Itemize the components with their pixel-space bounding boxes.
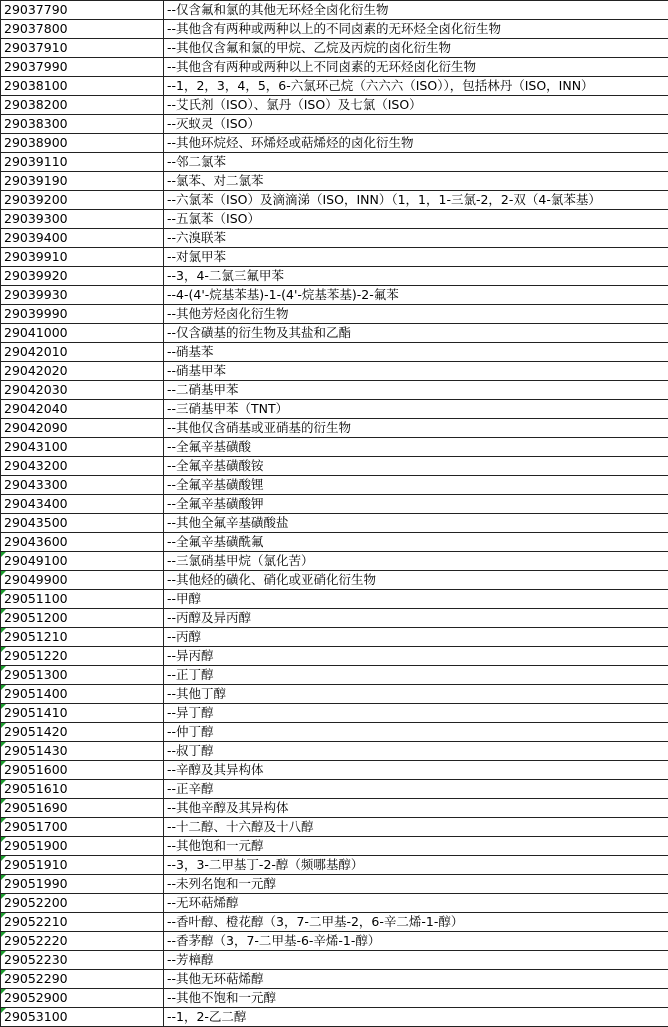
description-cell[interactable]: --其他含有两种或两种以上的不同卤素的无环烃全卤化衍生物 <box>164 20 668 39</box>
description-cell[interactable]: --其他烃的磺化、硝化或亚硝化衍生物 <box>164 571 668 590</box>
description-cell[interactable]: --其他饱和一元醇 <box>164 837 668 856</box>
code-cell[interactable]: 29043200 <box>1 457 164 476</box>
table-row <box>1 115 668 134</box>
code-cell[interactable]: 29051990 <box>1 875 164 894</box>
code-cell[interactable]: 29053100 <box>1 1008 164 1027</box>
table-row <box>1 210 668 229</box>
description-cell[interactable]: --其他不饱和一元醇 <box>164 989 668 1008</box>
code-cell[interactable]: 29051300 <box>1 666 164 685</box>
table-row <box>1 77 668 96</box>
description-cell[interactable]: --灭蚁灵（ISO） <box>164 115 668 134</box>
code-cell[interactable]: 29043500 <box>1 514 164 533</box>
code-cell[interactable]: 29051200 <box>1 609 164 628</box>
description-cell[interactable]: --叔丁醇 <box>164 742 668 761</box>
code-cell[interactable]: 29051210 <box>1 628 164 647</box>
table-row <box>1 305 668 324</box>
description-cell[interactable]: --其他丁醇 <box>164 685 668 704</box>
description-cell[interactable]: --正辛醇 <box>164 780 668 799</box>
table-row <box>1 438 668 457</box>
code-cell[interactable]: 29052230 <box>1 951 164 970</box>
description-cell[interactable]: --仲丁醇 <box>164 723 668 742</box>
description-cell[interactable]: --无环萜烯醇 <box>164 894 668 913</box>
table-row <box>1 495 668 514</box>
description-cell[interactable]: --3，4-二氯三氟甲苯 <box>164 267 668 286</box>
table-row <box>1 267 668 286</box>
code-cell[interactable]: 29042030 <box>1 381 164 400</box>
description-cell[interactable]: --二硝基甲苯 <box>164 381 668 400</box>
description-cell[interactable]: --全氟辛基磺酸 <box>164 438 668 457</box>
code-cell[interactable]: 29051910 <box>1 856 164 875</box>
description-cell[interactable]: --其他环烷烃、环烯烃或萜烯烃的卤化衍生物 <box>164 134 668 153</box>
code-cell[interactable]: 29051430 <box>1 742 164 761</box>
code-cell[interactable]: 29043100 <box>1 438 164 457</box>
code-cell[interactable]: 29039190 <box>1 172 164 191</box>
description-cell[interactable]: --甲醇 <box>164 590 668 609</box>
code-cell[interactable]: 29051610 <box>1 780 164 799</box>
table-row <box>1 818 668 837</box>
description-cell[interactable]: --仅含氟和氯的其他无环烃全卤化衍生物 <box>164 1 668 20</box>
table-row <box>1 419 668 438</box>
table-row <box>1 875 668 894</box>
description-cell[interactable]: --3，3-二甲基丁-2-醇（频哪基醇） <box>164 856 668 875</box>
table-row <box>1 894 668 913</box>
description-cell[interactable]: --其他辛醇及其异构体 <box>164 799 668 818</box>
table-row <box>1 96 668 115</box>
description-cell[interactable]: --全氟辛基磺酸钾 <box>164 495 668 514</box>
code-cell[interactable]: 29039300 <box>1 210 164 229</box>
table-row <box>1 343 668 362</box>
code-cell[interactable]: 29041000 <box>1 324 164 343</box>
code-cell[interactable]: 29051400 <box>1 685 164 704</box>
table-row <box>1 761 668 780</box>
code-cell[interactable]: 29037800 <box>1 20 164 39</box>
description-cell[interactable]: --其他含有两种或两种以上不同卤素的无环烃卤化衍生物 <box>164 58 668 77</box>
description-cell[interactable]: --氯苯、对二氯苯 <box>164 172 668 191</box>
description-cell[interactable]: --其他芳烃卤化衍生物 <box>164 305 668 324</box>
description-cell[interactable]: --全氟辛基磺酸铵 <box>164 457 668 476</box>
description-cell[interactable]: --1，2，3，4，5，6-六氯环己烷（六六六（ISO）），包括林丹（ISO，INN） <box>164 77 668 96</box>
code-cell[interactable]: 29038100 <box>1 77 164 96</box>
code-cell[interactable]: 29039930 <box>1 286 164 305</box>
description-cell[interactable]: --三硝基甲苯（TNT） <box>164 400 668 419</box>
table-row <box>1 989 668 1008</box>
code-cell[interactable]: 29042090 <box>1 419 164 438</box>
code-cell[interactable]: 29051900 <box>1 837 164 856</box>
description-cell[interactable]: --4-(4'-烷基苯基)-1-(4'-烷基苯基)-2-氟苯 <box>164 286 668 305</box>
description-cell[interactable]: --未列名饱和一元醇 <box>164 875 668 894</box>
table-row <box>1 476 668 495</box>
code-cell[interactable]: 29042010 <box>1 343 164 362</box>
table-row <box>1 362 668 381</box>
table-row <box>1 609 668 628</box>
table-row <box>1 913 668 932</box>
table-row <box>1 837 668 856</box>
description-cell[interactable]: --六溴联苯 <box>164 229 668 248</box>
table-row <box>1 248 668 267</box>
code-cell[interactable]: 29051100 <box>1 590 164 609</box>
table-row <box>1 153 668 172</box>
description-cell[interactable]: --对氯甲苯 <box>164 248 668 267</box>
table-row <box>1 286 668 305</box>
table-row <box>1 571 668 590</box>
table-row <box>1 457 668 476</box>
code-cell[interactable]: 29051700 <box>1 818 164 837</box>
description-cell[interactable]: --六氯苯（ISO）及滴滴涕（ISO，INN）（1，1，1-三氯-2，2-双（4-氯苯基） <box>164 191 668 210</box>
code-cell[interactable]: 29042040 <box>1 400 164 419</box>
description-cell[interactable]: --硝基甲苯 <box>164 362 668 381</box>
code-cell[interactable]: 29052200 <box>1 894 164 913</box>
description-cell[interactable]: --其他仅含硝基或亚硝基的衍生物 <box>164 419 668 438</box>
table-row <box>1 590 668 609</box>
table-row <box>1 742 668 761</box>
description-cell[interactable]: --十二醇、十六醇及十八醇 <box>164 818 668 837</box>
table-row <box>1 932 668 951</box>
code-cell[interactable]: 29051410 <box>1 704 164 723</box>
description-cell[interactable]: --香叶醇、橙花醇（3，7-二甲基-2，6-辛二烯-1-醇） <box>164 913 668 932</box>
table-row <box>1 324 668 343</box>
code-cell[interactable]: 29042020 <box>1 362 164 381</box>
description-cell[interactable]: --辛醇及其异构体 <box>164 761 668 780</box>
code-cell[interactable]: 29051600 <box>1 761 164 780</box>
table-row <box>1 1 668 20</box>
description-cell[interactable]: --异丁醇 <box>164 704 668 723</box>
table-row <box>1 514 668 533</box>
table-row <box>1 381 668 400</box>
table-row <box>1 172 668 191</box>
code-cell[interactable]: 29043600 <box>1 533 164 552</box>
code-cell[interactable]: 29052220 <box>1 932 164 951</box>
code-cell[interactable]: 29051420 <box>1 723 164 742</box>
code-cell[interactable]: 29039400 <box>1 229 164 248</box>
description-cell[interactable]: --其他全氟辛基磺酸盐 <box>164 514 668 533</box>
table-row <box>1 58 668 77</box>
code-cell[interactable]: 29038200 <box>1 96 164 115</box>
code-cell[interactable]: 29052900 <box>1 989 164 1008</box>
description-cell[interactable]: --正丁醇 <box>164 666 668 685</box>
description-cell[interactable]: --艾氏剂（ISO）、氯丹（ISO）及七氯（ISO） <box>164 96 668 115</box>
code-cell[interactable]: 29049900 <box>1 571 164 590</box>
description-cell[interactable]: --丙醇及异丙醇 <box>164 609 668 628</box>
description-cell[interactable]: --芳樟醇 <box>164 951 668 970</box>
table-row <box>1 400 668 419</box>
table-row <box>1 229 668 248</box>
description-cell[interactable]: --1，2-乙二醇 <box>164 1008 668 1027</box>
table-body <box>1 1 668 1027</box>
description-cell[interactable]: --全氟辛基磺酰氟 <box>164 533 668 552</box>
table-row <box>1 20 668 39</box>
description-cell[interactable]: --其他无环萜烯醇 <box>164 970 668 989</box>
description-cell[interactable]: --全氟辛基磺酸锂 <box>164 476 668 495</box>
code-cell[interactable]: 29052210 <box>1 913 164 932</box>
description-cell[interactable]: --三氯硝基甲烷（氯化苦） <box>164 552 668 571</box>
table-row <box>1 723 668 742</box>
description-cell[interactable]: --硝基苯 <box>164 343 668 362</box>
code-cell[interactable]: 29038900 <box>1 134 164 153</box>
table-row <box>1 533 668 552</box>
code-cell[interactable]: 29052290 <box>1 970 164 989</box>
table-row <box>1 552 668 571</box>
table-row <box>1 704 668 723</box>
table-row <box>1 780 668 799</box>
table-row <box>1 951 668 970</box>
table-row <box>1 799 668 818</box>
table-row <box>1 191 668 210</box>
code-cell[interactable]: 29039910 <box>1 248 164 267</box>
description-cell[interactable]: --五氯苯（ISO） <box>164 210 668 229</box>
table-row <box>1 1008 668 1027</box>
table-row <box>1 628 668 647</box>
code-cell[interactable]: 29037910 <box>1 39 164 58</box>
table-row <box>1 39 668 58</box>
code-cell[interactable]: 29043400 <box>1 495 164 514</box>
description-cell[interactable]: --丙醇 <box>164 628 668 647</box>
table-row <box>1 647 668 666</box>
table-row <box>1 134 668 153</box>
code-cell[interactable]: 29037790 <box>1 1 164 20</box>
code-cell[interactable]: 29039200 <box>1 191 164 210</box>
code-cell[interactable]: 29049100 <box>1 552 164 571</box>
code-cell[interactable]: 29039110 <box>1 153 164 172</box>
code-cell[interactable]: 29038300 <box>1 115 164 134</box>
code-cell[interactable]: 29043300 <box>1 476 164 495</box>
code-cell[interactable]: 29051690 <box>1 799 164 818</box>
code-cell[interactable]: 29039920 <box>1 267 164 286</box>
description-cell[interactable]: --其他仅含氟和氯的甲烷、乙烷及丙烷的卤化衍生物 <box>164 39 668 58</box>
description-cell[interactable]: --仅含磺基的衍生物及其盐和乙酯 <box>164 324 668 343</box>
table-row <box>1 970 668 989</box>
table-row <box>1 666 668 685</box>
description-cell[interactable]: --香茅醇（3，7-二甲基-6-辛烯-1-醇） <box>164 932 668 951</box>
table-row <box>1 685 668 704</box>
table-row <box>1 856 668 875</box>
description-cell[interactable]: --异丙醇 <box>164 647 668 666</box>
code-cell[interactable]: 29051220 <box>1 647 164 666</box>
code-cell[interactable]: 29039990 <box>1 305 164 324</box>
code-cell[interactable]: 29037990 <box>1 58 164 77</box>
description-cell[interactable]: --邻二氯苯 <box>164 153 668 172</box>
